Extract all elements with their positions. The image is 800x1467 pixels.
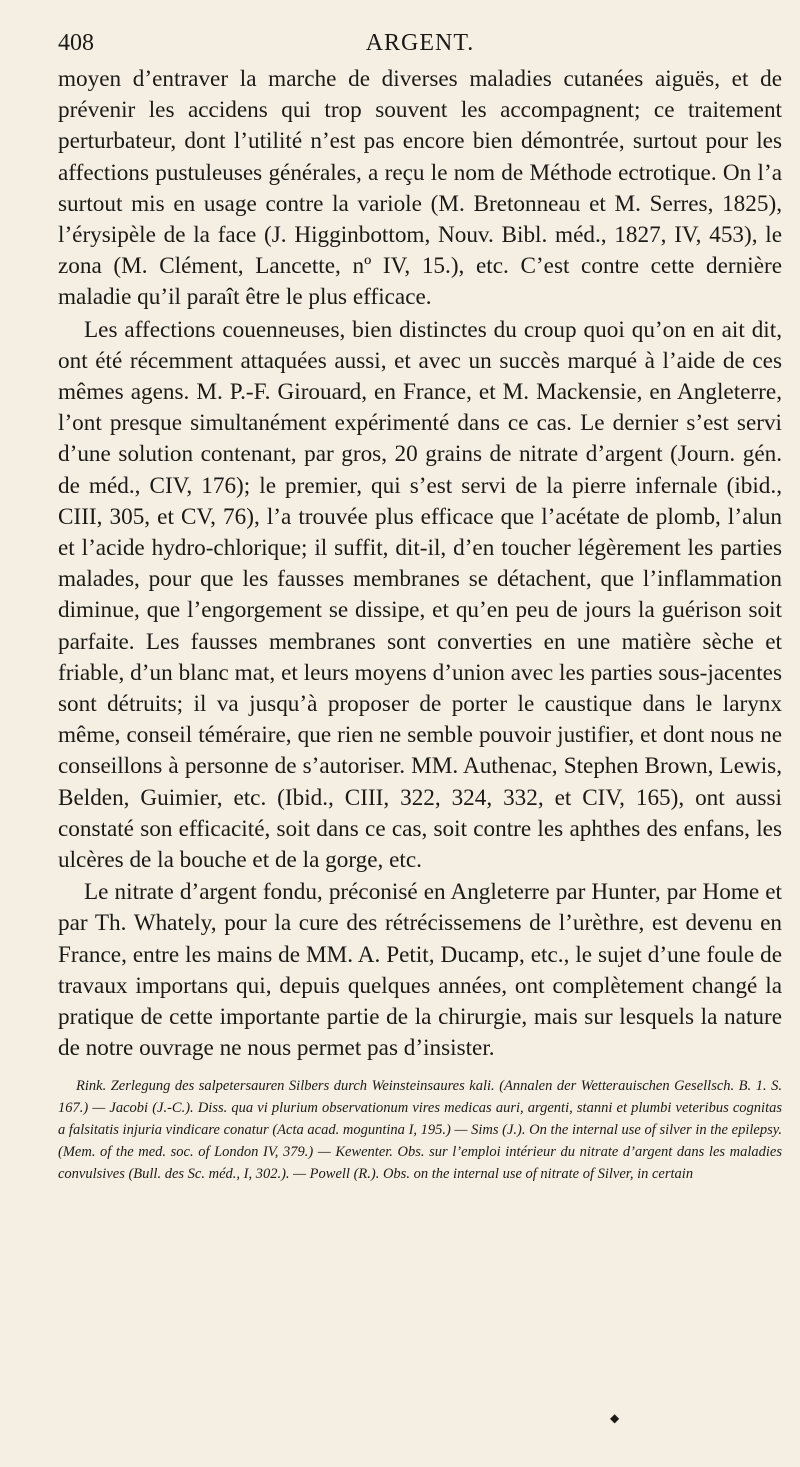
running-title: ARGENT. [365,30,475,56]
bullet-mark: ◆ [610,1411,620,1425]
bibliography-text: Rink. Zerlegung des salpetersauren Silbers durch Weinsteinsaures kali. (Annalen der Wetterauischen Gesellsch. B. 1. S. 167.) — Jacobi (J.-C.). Diss. qua vi plurium observationum vires medicas auri, argenti, stanni et plumbi veteribus cognitas a falsitatis injuria vindicare conatur (Acta acad. moguntina I, 195.) — Sims (J.). On the internal use of silver in the epilepsy. (Mem. of the med. soc. of London IV, 379.) — Kewenter. Obs. sur l’emploi intérieur du nitrate d’argent dans les maladies convulsives (Bull. des Sc. méd., I, 302.). — Powell (R.). Obs. on the internal use of nitrate of Silver, in certain [58,1077,782,1183]
bibliography-notes [58,1075,782,1186]
body-text [58,64,782,1065]
running-head [58,30,782,64]
paragraph-nitrate-fondu: Le nitrate d’argent fondu, préconisé en Angleterre par Hunter, par Home et par Th. Whately, pour la cure des rétrécissemens de l’urèthre, est devenu en France, entre les mains de MM. A. Petit, Ducamp, etc., le sujet d’une foule de travaux importans qui, depuis quelques années, ont complètement changé la pratique de cette importante partie de la chirurgie, mais sur lesquels la nature de notre ouvrage ne nous permet pas d’insister. [58,879,782,1062]
page-number: 408 [58,30,94,56]
paragraph-continuation: moyen d’entraver la marche de diverses maladies cutanées aiguës, et de prévenir les accidens qui trop souvent les accompagnent; ce traitement perturbateur, dont l’utilité n’est pas encore bien démontrée, surtout pour les affections pustuleuses générales, a reçu le nom de Méthode ectrotique. On l’a surtout mis en usage contre la variole (M. Bretonneau et M. Serres, 1825), l’érysipèle de la face (J. Higginbottom, Nouv. Bibl. méd., 1827, IV, 453), le zona (M. Clément, Lancette, nº IV, 15.), etc. C’est contre cette dernière maladie qu’il paraît être le plus efficace. [58,66,782,311]
paragraph-couenneuses: Les affections couenneuses, bien distinctes du croup quoi qu’on en ait dit, ont été récemment attaquées aussi, et avec un succès marqué à l’aide de ces mêmes agens. M. P.-F. Girouard, en France, et M. Mackensie, en Angleterre, l’ont presque simultanément expérimenté dans ce cas. Le dernier s’est servi d’une solution contenant, par gros, 20 grains de nitrate d’argent (Journ. gén. de méd., CIV, 176); le premier, qui s’est servi de la pierre infernale (ibid., CIII, 305, et CV, 76), l’a trouvée plus efficace que l’acétate de plomb, l’alun et l’acide hydro-chlorique; il suffit, dit-il, d’en toucher légèrement les parties malades, pour que les fausses membranes se détachent, que l’inflammation diminue, que l’engorgement se dissipe, et qu’en peu de jours la guérison soit parfaite. Les fausses membranes sont converties en une matière sèche et friable, d’un blanc mat, et leurs moyens d’union avec les parties sous-jacentes sont détruits; il va jusqu’à proposer de porter le caustique dans le larynx même, conseil téméraire, que rien ne semble pouvoir justifier, et dont nous ne conseillons à personne de s’autoriser. MM. Authenac, Stephen Brown, Lewis, Belden, Guimier, etc. (Ibid., CIII, 322, 324, 332, et CIV, 165), ont aussi constaté son efficacité, soit dans ce cas, soit contre les aphthes des enfans, les ulcères de la bouche et de la gorge, etc. [58,316,782,874]
